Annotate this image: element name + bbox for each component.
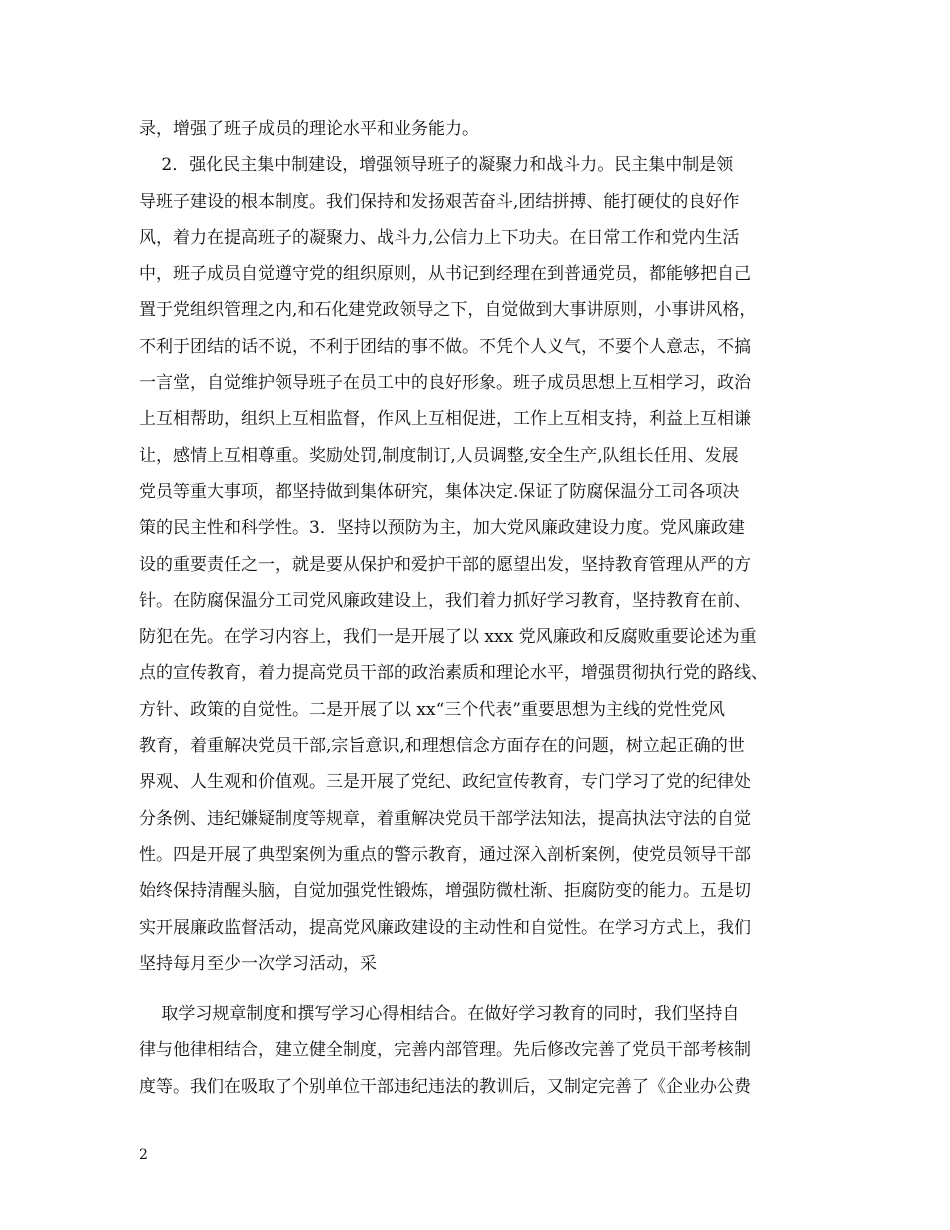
- text-line: 录，增强了班子成员的理论水平和业务能力。: [139, 119, 479, 139]
- text-line: 律与他律相结合，建立健全制度，完善内部管理。先后修改完善了党员干部考核制: [139, 1040, 751, 1061]
- text-line: 分条例、违纪嫌疑制度等规章，着重解决党员干部学法知法，提高执法守法的自觉: [139, 808, 751, 829]
- text-line: 上互相帮助，组织上互相监督，作风上互相促进，工作上互相支持，利益上互相谦: [139, 409, 751, 430]
- text-line: 策的民主性和科学性。3．坚持以预防为主，加大党风廉政建设力度。党风廉政建: [139, 518, 745, 539]
- text-line: 设的重要责任之一，就是要从保护和爱护干部的愿望出发，坚持教育管理从严的方: [139, 554, 751, 575]
- text-line: 一言堂，自觉维护领导班子在员工中的良好形象。班子成员思想上互相学习，政治: [139, 373, 751, 394]
- paragraph: [139, 996, 829, 1105]
- page-number: 2: [139, 1147, 148, 1163]
- text-line: 不利于团结的话不说，不利于团结的事不做。不凭个人义气，不要个人意志，不搞: [139, 336, 751, 357]
- text-line: 坚持每月至少一次学习活动，采: [139, 953, 377, 974]
- text-line: 界观、人生观和价值观。三是开展了党纪、政纪宣传教育，专门学习了党的纪律处: [139, 772, 751, 793]
- text-line: 置于党组织管理之内,和石化建党政领导之下，自觉做到大事讲原则，小事讲风格，: [139, 300, 757, 321]
- text-line: 点的宣传教育，着力提高党员干部的政治素质和理论水平，增强贯彻执行党的路线、: [139, 663, 768, 684]
- text-line: 党员等重大事项，都坚持做到集体研究，集体决定.保证了防腐保温分工司各项决: [139, 481, 740, 502]
- text-line: 教育，着重解决党员干部,宗旨意识,和理想信念方面存在的问题，树立起正确的世: [139, 736, 745, 757]
- text-line: 导班子建设的根本制度。我们保持和发扬艰苦奋斗,团结拼搏、能打硬仗的良好作: [139, 191, 740, 212]
- text-line: 针。在防腐保温分工司党风廉政建设上，我们着力抓好学习教育，坚持教育在前、: [139, 590, 751, 611]
- text-line: 让，感情上互相尊重。奖励处罚,制度制订,人员调整,安全生产,队组长任用、发展: [139, 445, 739, 466]
- text-line: 方针、政策的自觉性。二是开展了以 xx“三个代表”重要思想为主线的党性党风: [139, 699, 725, 720]
- text-line: 性。四是开展了典型案例为重点的警示教育，通过深入剖析案例，使党员领导干部: [139, 844, 751, 865]
- paragraph: [139, 111, 829, 982]
- text-line: 取学习规章制度和撰写学习心得相结合。在做好学习教育的同时，我们坚持自: [139, 1004, 740, 1025]
- text-line: 度等。我们在吸取了个别单位干部违纪违法的教训后，又制定完善了《企业办公费: [139, 1076, 751, 1097]
- text-line: 实开展廉政监督活动，提高党风廉政建设的主动性和自觉性。在学习方式上，我们: [139, 917, 751, 938]
- document-body: [139, 111, 829, 1105]
- text-line: 2．强化民主集中制建设，增强领导班子的凝聚力和战斗力。民主集中制是领: [139, 155, 734, 176]
- paragraph-gap: [139, 982, 829, 996]
- text-line: 风，着力在提高班子的凝聚力、战斗力,公信力上下功夫。在日常工作和党内生活: [139, 227, 740, 248]
- text-line: 中，班子成员自觉遵守党的组织原则，从书记到经理在到普通党员，都能够把自己: [139, 264, 751, 285]
- text-line: 始终保持清醒头脑，自觉加强党性锻炼，增强防微杜渐、拒腐防变的能力。五是切: [139, 881, 751, 902]
- text-line: 防犯在先。在学习内容上，我们一是开展了以 xxx 党风廉政和反腐败重要论述为重: [139, 627, 757, 648]
